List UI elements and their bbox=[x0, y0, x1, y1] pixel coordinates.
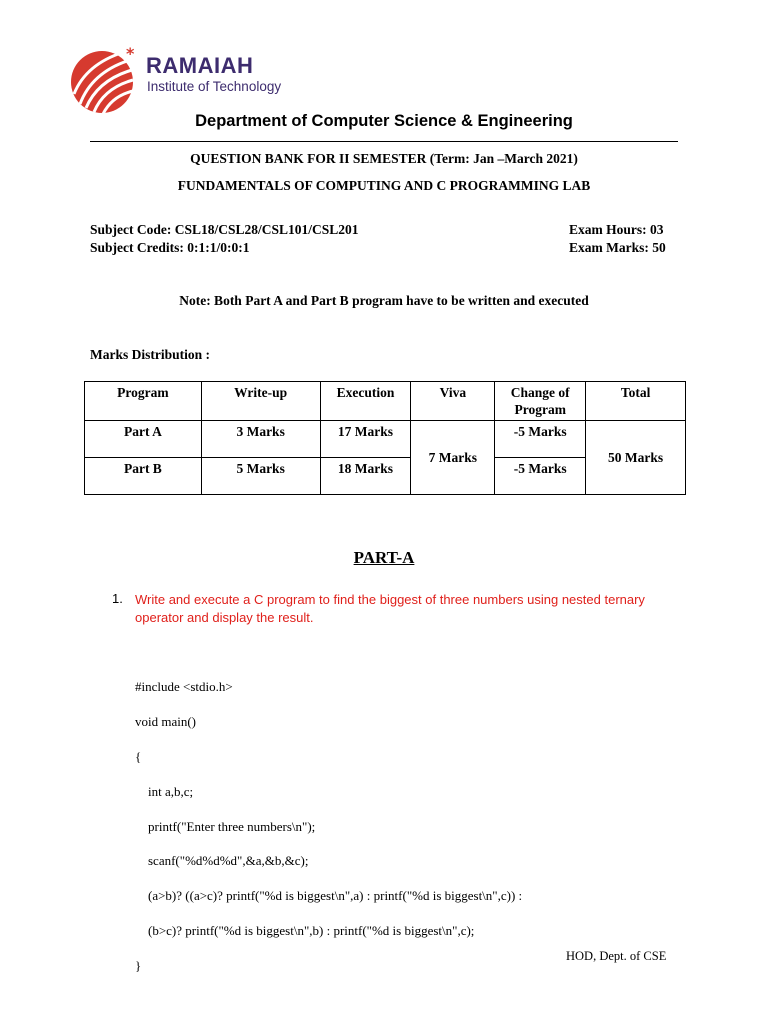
department-title: Department of Computer Science & Engineering bbox=[195, 112, 573, 130]
table-cell: 5 Marks bbox=[201, 458, 320, 495]
exam-marks: Exam Marks: 50 bbox=[569, 240, 666, 255]
question-bank-title: QUESTION BANK FOR II SEMESTER (Term: Jan –March 2021) bbox=[190, 151, 578, 166]
subject-code: Subject Code: CSL18/CSL28/CSL101/CSL201 bbox=[90, 222, 359, 237]
table-header-cell: Change of Program bbox=[495, 382, 586, 421]
footer-signature: HOD, Dept. of CSE bbox=[566, 949, 667, 963]
subject-credits: Subject Credits: 0:1:1/0:0:1 bbox=[90, 240, 250, 255]
table-cell: 17 Marks bbox=[320, 421, 411, 458]
viva-cell: 7 Marks bbox=[411, 421, 495, 495]
table-header-cell: Viva bbox=[411, 382, 495, 421]
code-line: printf("Enter three numbers\n"); bbox=[135, 818, 316, 834]
table-cell: Part B bbox=[85, 458, 202, 495]
table-header-cell: Total bbox=[586, 382, 686, 421]
code-line: (a>b)? ((a>c)? printf("%d is biggest\n",a) : printf("%d is biggest\n",c)) : bbox=[135, 888, 523, 904]
code-line: #include <stdio.h> bbox=[135, 679, 233, 695]
table-cell: -5 Marks bbox=[495, 458, 586, 495]
total-cell: 50 Marks bbox=[586, 421, 686, 495]
code-block bbox=[135, 661, 522, 992]
table-header-cell: Execution bbox=[320, 382, 411, 421]
institute-name: RAMAIAH bbox=[146, 53, 254, 78]
table-header-cell: Program bbox=[85, 382, 202, 421]
table-cell: 3 Marks bbox=[201, 421, 320, 458]
part-a-heading: PART-A bbox=[353, 548, 415, 567]
table-cell: -5 Marks bbox=[495, 421, 586, 458]
marks-distribution-label: Marks Distribution : bbox=[90, 347, 211, 362]
exam-hours: Exam Hours: 03 bbox=[569, 222, 664, 237]
code-line: void main() bbox=[135, 714, 197, 730]
table-cell: Part A bbox=[85, 421, 202, 458]
marks-table bbox=[84, 381, 686, 495]
lab-title: FUNDAMENTALS OF COMPUTING AND C PROGRAMMING LAB bbox=[177, 178, 591, 193]
table-cell: 18 Marks bbox=[320, 458, 411, 495]
question-number: 1. bbox=[112, 591, 123, 606]
table-header-row bbox=[85, 382, 686, 421]
code-line: { bbox=[135, 749, 142, 765]
note-text: Note: Both Part A and Part B program have to be written and executed bbox=[179, 293, 589, 308]
table-header-cell: Write-up bbox=[201, 382, 320, 421]
code-line: } bbox=[135, 957, 142, 973]
question-text: Write and execute a C program to find the biggest of three numbers using nested ternary operator and display the result. bbox=[135, 592, 645, 625]
header-divider bbox=[90, 141, 678, 142]
table-row bbox=[85, 421, 686, 458]
svg-text:*: * bbox=[126, 44, 135, 63]
code-line: int a,b,c; bbox=[135, 783, 194, 799]
institute-subtitle: Institute of Technology bbox=[147, 79, 282, 94]
code-line: scanf("%d%d%d",&a,&b,&c); bbox=[135, 853, 309, 869]
code-line: (b>c)? printf("%d is biggest\n",b) : printf("%d is biggest\n",c); bbox=[135, 923, 475, 939]
ramaiah-logo-emblem bbox=[70, 42, 144, 116]
